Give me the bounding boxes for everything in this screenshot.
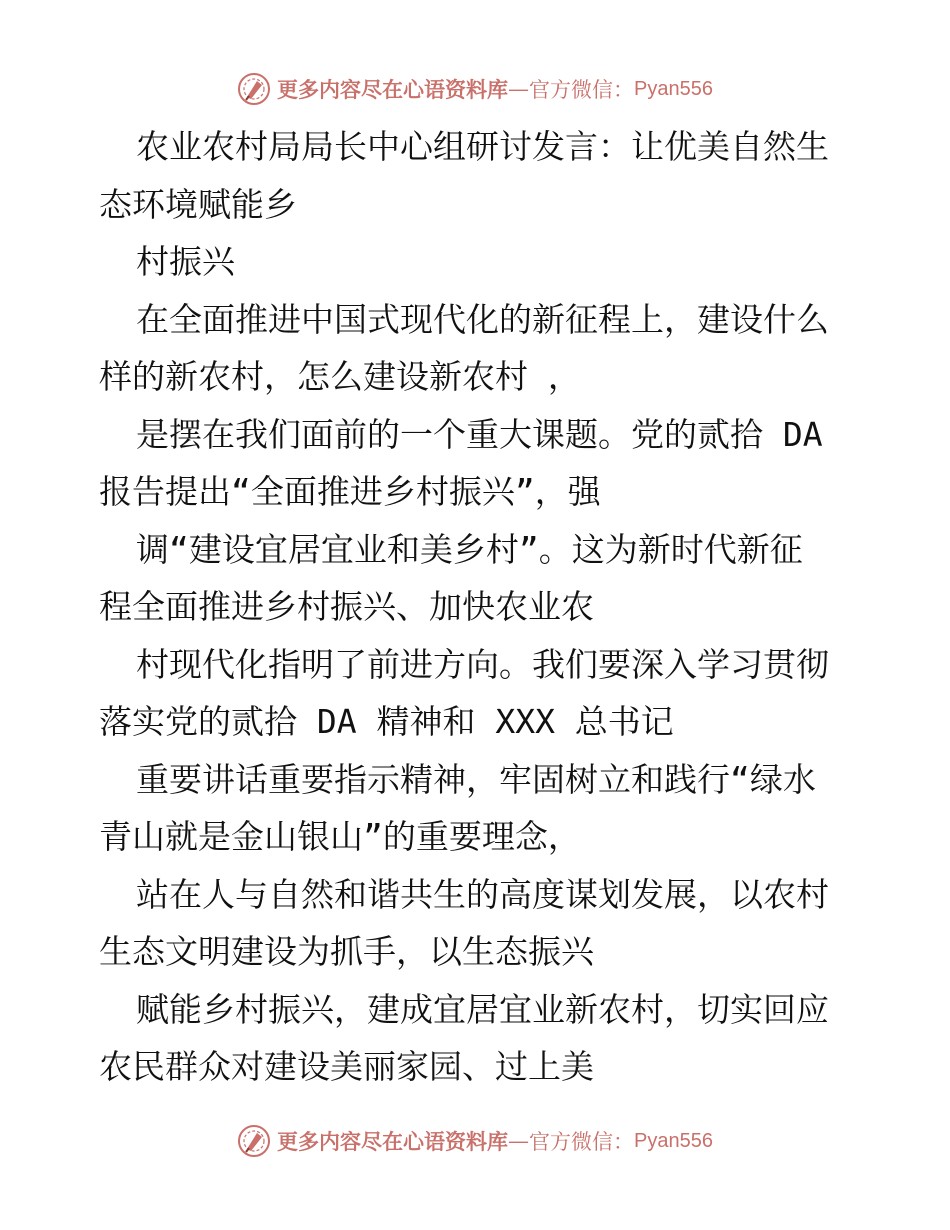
body-line: 赋能乡村振兴，建成宜居宜业新农村，切实回应 [136, 989, 829, 1029]
body-line: 站在人与自然和谐共生的高度谋划发展，以农村 [136, 874, 829, 914]
watermark-label: 官方微信： [529, 78, 635, 102]
footer-watermark [0, 1124, 950, 1158]
body-line: 重要讲话重要指示精神，牢固树立和践行“绿水 [136, 759, 816, 799]
body-line: 态环境赋能乡 [99, 184, 297, 224]
watermark-id: Pyan556 [634, 77, 713, 100]
body-line: 落实党的贰拾 DA 精神和 XXX 总书记 [99, 702, 674, 741]
body-line: 生态文明建设为抓手，以生态振兴 [99, 932, 594, 971]
body-line: 调“建设宜居宜业和美乡村”。这为新时代新征 [136, 529, 803, 569]
header-watermark [0, 72, 950, 106]
document-body [99, 118, 869, 1096]
body-line: 青山就是金山银山”的重要理念， [99, 817, 581, 856]
body-line: 样的新农村，怎么建设新农村 ， [99, 357, 581, 396]
watermark-separator: — [508, 1129, 530, 1153]
watermark-id: Pyan556 [634, 1129, 713, 1152]
body-line: 报告提出“全面推进乡村振兴”，强 [99, 472, 601, 511]
watermark-separator: — [508, 77, 530, 101]
body-line: 农民群众对建设美丽家园、过上美 [99, 1047, 594, 1086]
body-line: 程全面推进乡村振兴、加快农业农 [99, 587, 594, 626]
pen-nib-logo-icon [237, 72, 271, 106]
body-line: 农业农村局局长中心组研讨发言：让优美自然生 [136, 127, 829, 166]
body-line: 村现代化指明了前进方向。我们要深入学习贯彻 [136, 644, 829, 684]
body-line: 在全面推进中国式现代化的新征程上，建设什么 [136, 299, 829, 339]
watermark-text: 更多内容尽在心语资料库 [277, 77, 509, 102]
watermark-text: 更多内容尽在心语资料库 [277, 1129, 509, 1154]
watermark-label: 官方微信： [529, 1130, 635, 1154]
body-line: 是摆在我们面前的一个重大课题。党的贰拾 DA [136, 414, 823, 454]
body-line: 村振兴 [136, 242, 235, 281]
pen-nib-logo-icon [237, 1124, 271, 1158]
